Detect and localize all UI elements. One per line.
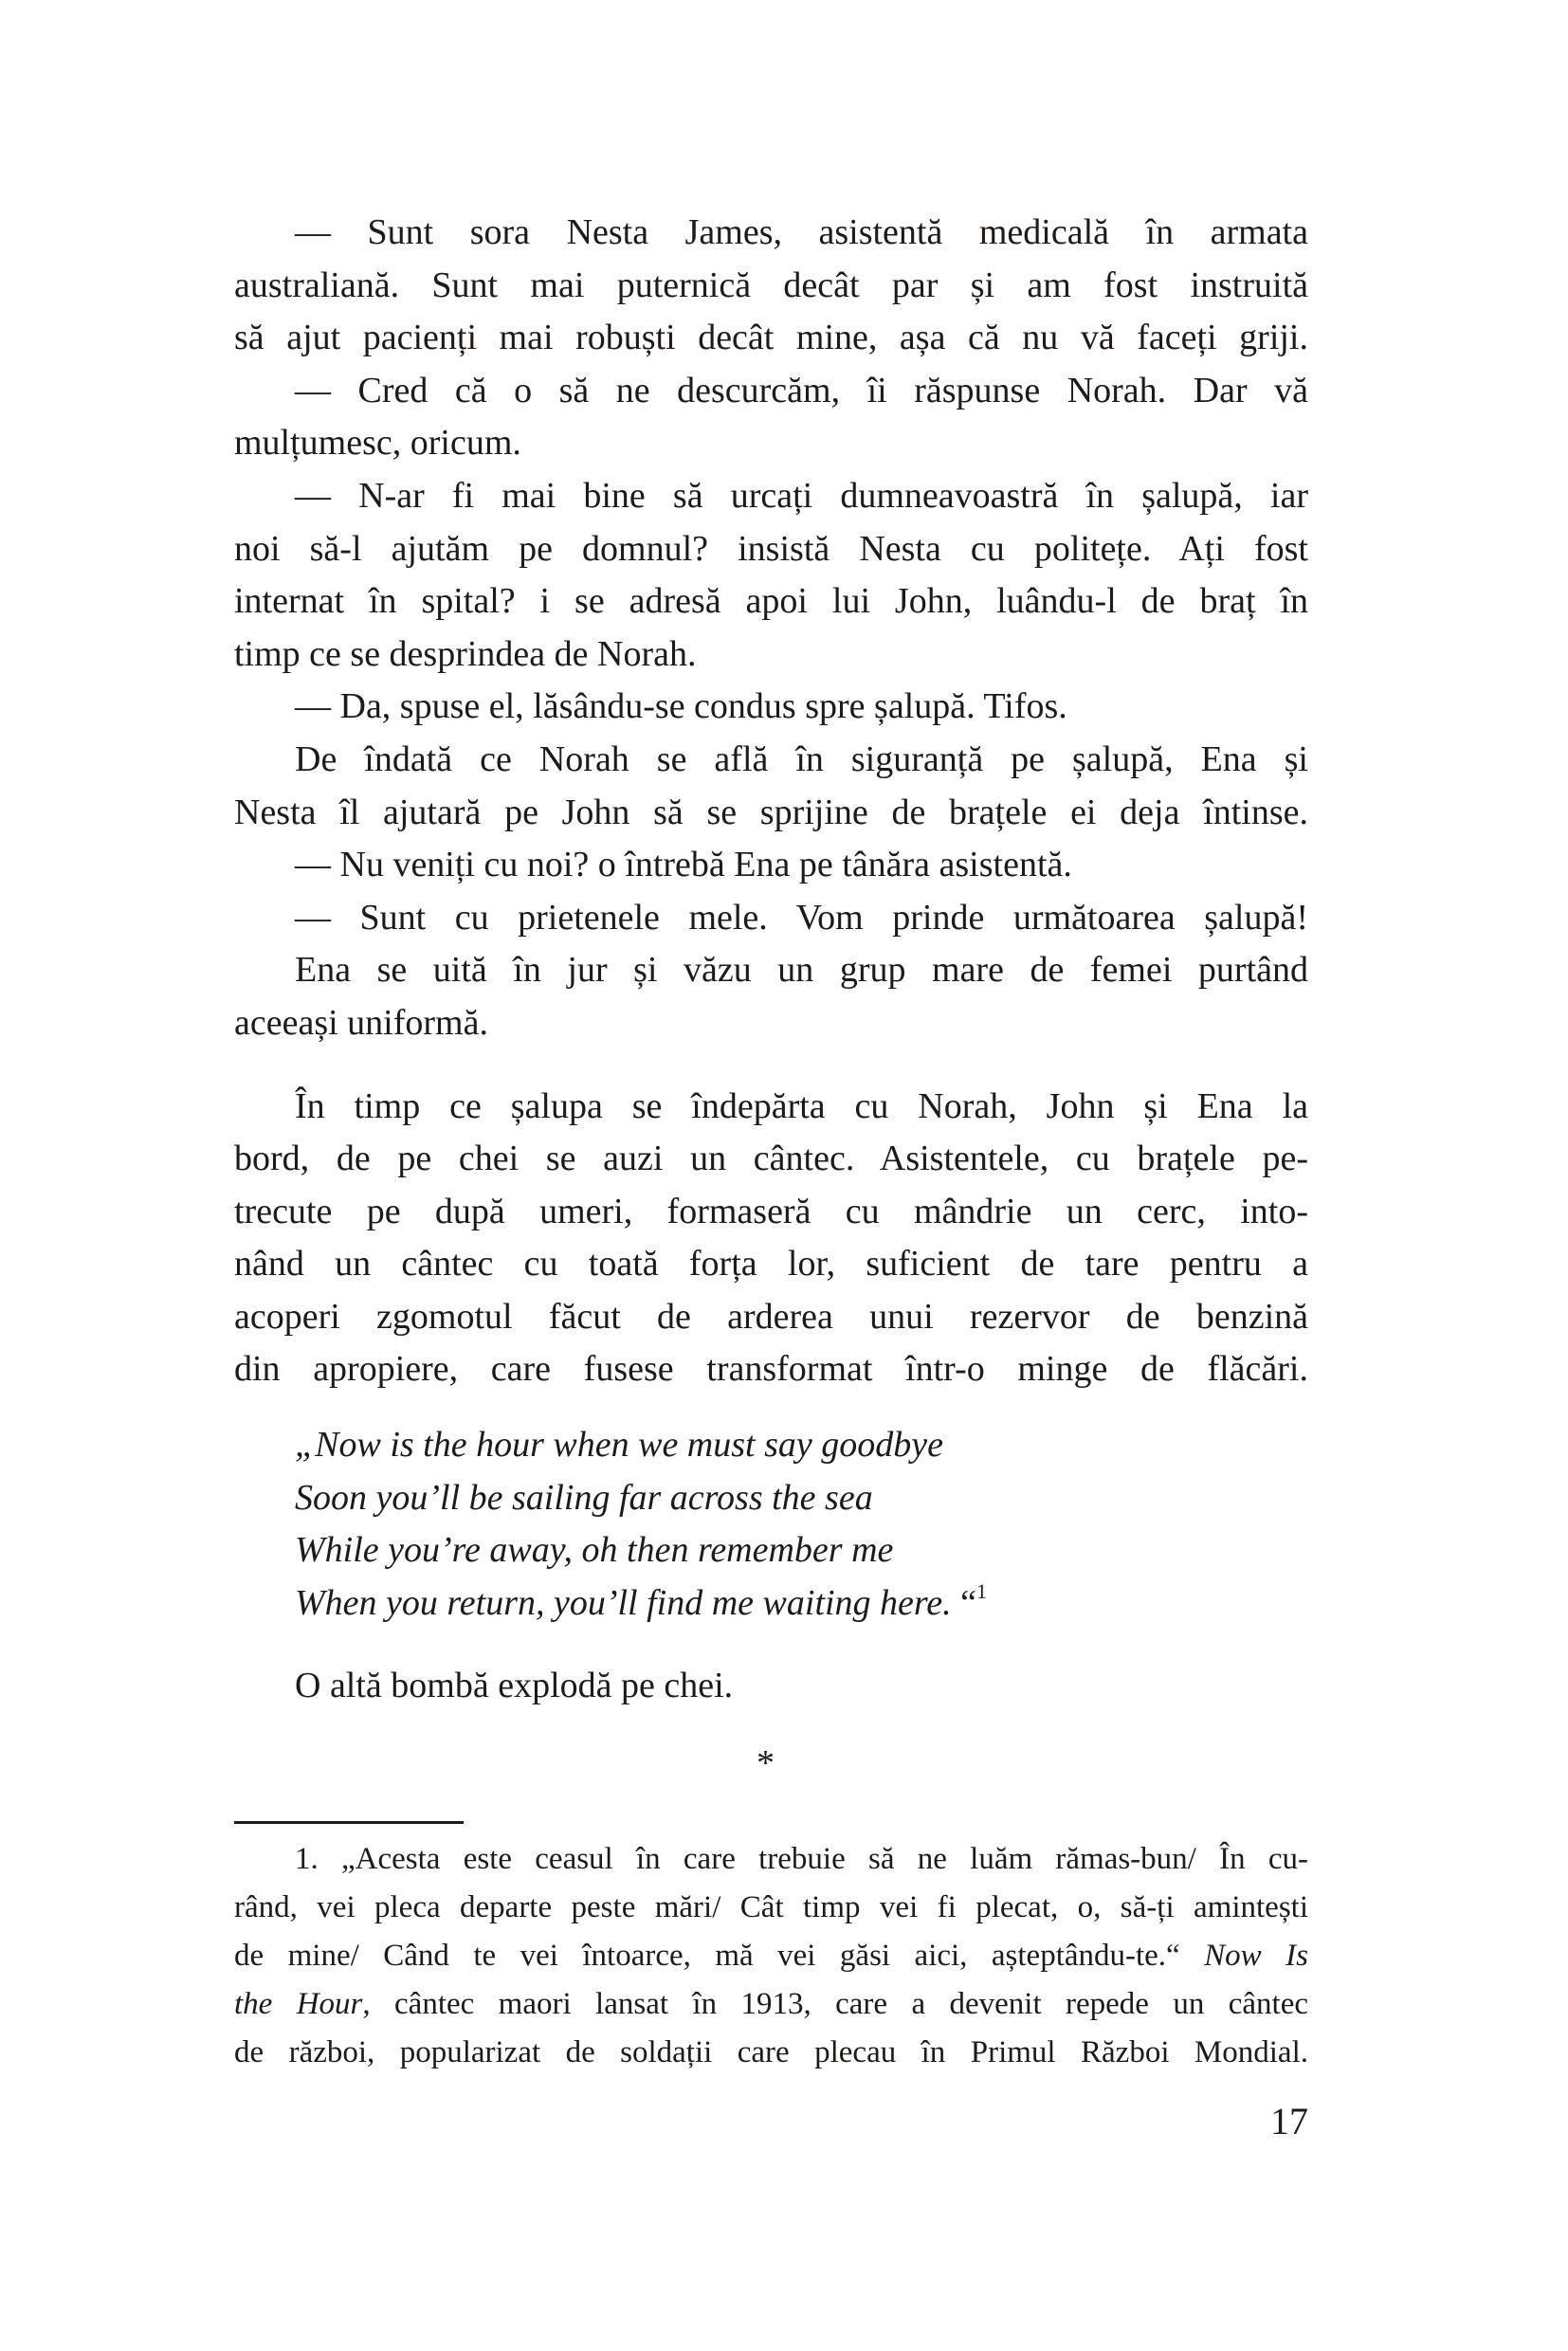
text-line: aceeași uniformă. <box>234 1002 488 1043</box>
poem-text: When you return, you’ll find me waiting here. <box>295 1582 952 1623</box>
text-line: — Sunt sora Nesta James, asistentă medicală în armata <box>295 212 1308 252</box>
text-line: mulțumesc, oricum. <box>234 423 521 464</box>
close-quote: “ <box>960 1582 977 1623</box>
text-line: De îndată ce Norah se află în siguranță pe șalupă, Ena și <box>295 738 1308 779</box>
footnote-rule <box>234 1821 464 1824</box>
song-title: Now Is <box>1204 1939 1308 1973</box>
footnote <box>234 1835 1308 2077</box>
text-line: timp ce se desprindea de Norah. <box>234 633 697 674</box>
poem-line: Soon you’ll be sailing far across the sea <box>295 1477 873 1518</box>
text-line: noi să-l ajutăm pe domnul? insistă Nesta cu politețe. Ați fost <box>234 528 1308 569</box>
footnote-line: 1. „Acesta este ceasul în care trebuie să ne luăm rămas-bun/ În cu- <box>295 1842 1308 1876</box>
footnote-text: de mine/ Când te vei întoarce, mă vei găsi aici, așteptându-te.“ <box>234 1939 1205 1973</box>
text-line: — Cred că o să ne descurcăm, îi răspunse Norah. Dar vă <box>295 370 1308 410</box>
scene-break-asterisk: * <box>757 1743 775 1783</box>
text-line: În timp ce șalupa se îndepărta cu Norah, John și Ena la <box>295 1085 1308 1126</box>
text-line: O altă bombă explodă pe chei. <box>295 1666 734 1706</box>
text-line: bord, de pe chei se auzi un cântec. Asistentele, cu brațele pe- <box>234 1139 1308 1179</box>
footnote-line: rând, vei pleca departe peste mări/ Cât timp vei fi plecat, o, să-ți amintești <box>234 1890 1308 1924</box>
text-line: din apropiere, care fusese transformat într-o minge de flăcări. <box>234 1349 1308 1390</box>
poem-line: While you’re away, oh then remember me <box>295 1530 894 1571</box>
text-line: — Sunt cu prietenele mele. Vom prinde următoarea șalupă! <box>295 897 1308 938</box>
footnote-line <box>234 1932 1308 1980</box>
text-line: australiană. Sunt mai puternică decât par și am fost instruită <box>234 264 1308 305</box>
text-line: Ena se uită în jur și văzu un grup mare de femei purtând <box>295 950 1308 991</box>
poem-line-last <box>234 1577 1308 1631</box>
text-line: internat în spital? i se adresă apoi lui John, luându-l de braț în <box>234 581 1308 622</box>
poem-line: „Now is the hour when we must say goodbye <box>295 1425 943 1466</box>
text-line: nând un cântec cu toată forța lor, suficient de tare pentru a <box>234 1244 1308 1285</box>
footnote-text: , cântec maori lansat în 1913, care a devenit repede un cântec <box>362 1987 1308 2021</box>
footnote-ref[interactable]: 1 <box>976 1578 988 1603</box>
text-line: trecute pe după umeri, formaseră cu mândrie un cerc, into- <box>234 1191 1308 1231</box>
page-body <box>234 207 1308 1713</box>
song-title: the Hour <box>234 1987 363 2021</box>
text-line: — Nu veniți cu noi? o întrebă Ena pe tânăra asistentă. <box>295 845 1072 885</box>
text-line: — N-ar fi mai bine să urcați dumneavoastră în șalupă, iar <box>295 475 1308 516</box>
text-line: să ajut pacienți mai robuști decât mine, așa că nu vă faceți griji. <box>234 318 1308 358</box>
text-line: acoperi zgomotul făcut de arderea unui rezervor de benzină <box>234 1296 1308 1337</box>
text-line: Nesta îl ajutară pe John să se sprijine de brațele ei deja întinse. <box>234 792 1308 832</box>
footnote-line: de război, popularizat de soldații care plecau în Primul Război Mondial. <box>234 2035 1308 2069</box>
footnote-line <box>234 1980 1308 2029</box>
page-number: 17 <box>1270 2100 1308 2142</box>
text-line: — Da, spuse el, lăsându-se condus spre șalupă. Tifos. <box>295 686 1067 727</box>
